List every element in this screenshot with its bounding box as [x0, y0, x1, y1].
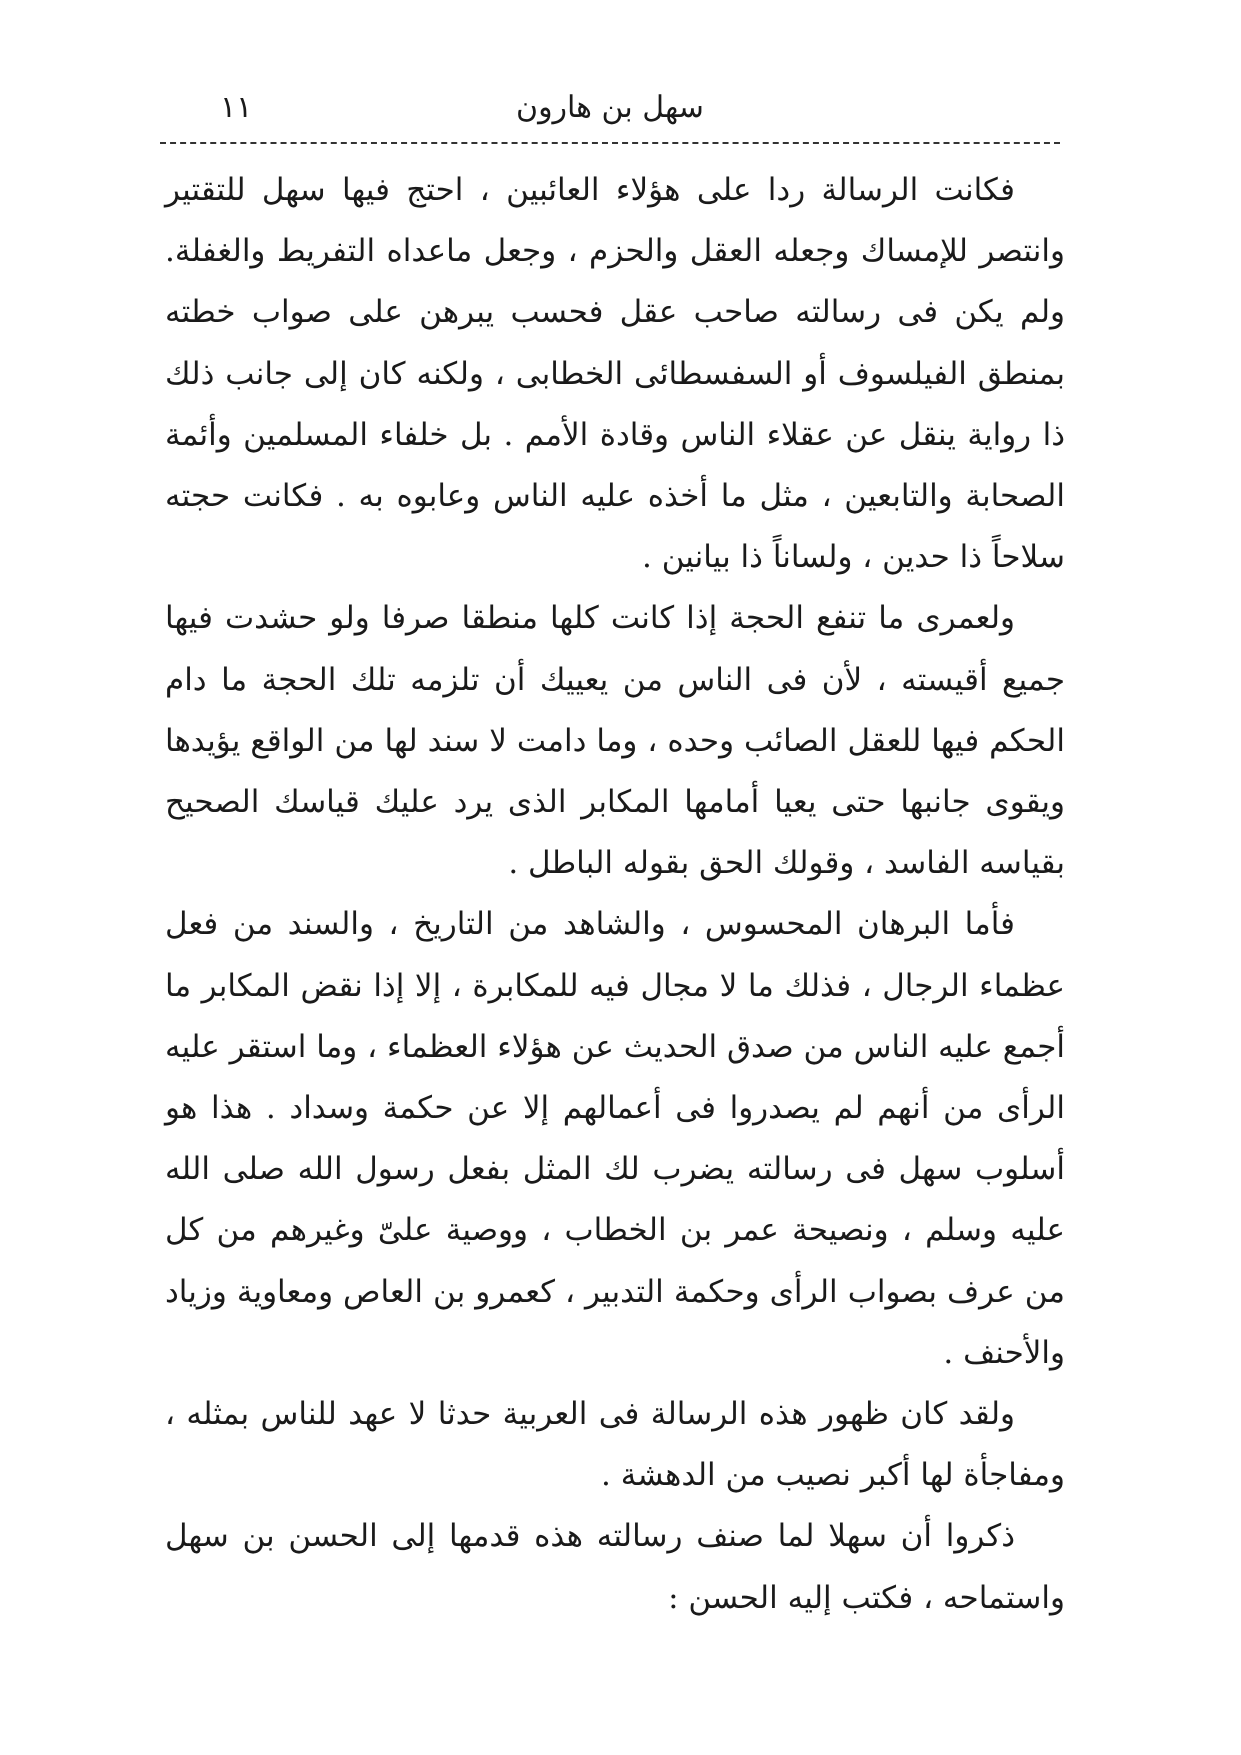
header-divider [160, 142, 1060, 144]
paragraph-5: ذكروا أن سهلا لما صنف رسالته هذه قدمها إلى الحسن بن سهل واستماحه ، فكتب إليه الحسن : [165, 1518, 1065, 1616]
paragraph-3: فأما البرهان المحسوس ، والشاهد من التاريخ ، والسند من فعل عظماء الرجال ، فذلك ما لا مجال فيه للمكابرة ، إلا إذا نقض المكابر ما أجمع عليه الناس من صدق الحديث عن هؤلاء العظماء ، وما استقر عليه الرأى من أنهم لم يصدروا فى أعمالهم إلا عن حكمة وسداد . هذا هو أسلوب سهل فى رسالته يضرب لك المثل بفعل رسول الله صلى الله عليه وسلم ، ونصيحة عمر بن الخطاب ، ووصية علىّ وغيرهم من كل من عرف بصواب الرأى وحكمة التدبير ، كعمرو بن العاص ومعاوية وزياد والأحنف . [165, 906, 1065, 1371]
paragraph-1: فكانت الرسالة ردا على هؤلاء العائبين ، احتج فيها سهل للتقتير وانتصر للإمساك وجعله العقل والحزم ، وجعل ماعداه التفريط والغفلة. ولم يكن فى رسالته صاحب عقل فحسب يبرهن على صواب خطته بمنطق الفيلسوف أو السفسطائى الخطابى ، ولكنه كان إلى جانب ذلك ذا رواية ينقل عن عقلاء الناس وقادة الأمم . بل خلفاء المسلمين وأئمة الصحابة والتابعين ، مثل ما أخذه عليه الناس وعابوه به . فكانت حجته سلاحاً ذا حدين ، ولساناً ذا بيانين . [165, 172, 1065, 576]
running-header [160, 88, 1060, 138]
paragraph-2: ولعمرى ما تنفع الحجة إذا كانت كلها منطقا صرفا ولو حشدت فيها جميع أقيسته ، لأن فى الناس من يعييك أن تلزمه تلك الحجة ما دام الحكم فيها للعقل الصائب وحده ، وما دامت لا سند لها من الواقع يؤيدها ويقوى جانبها حتى يعيا أمامها المكابر الذى يرد عليك قياسك الصحيح بقياسه الفاسد ، وقولك الحق بقوله الباطل . [165, 600, 1065, 882]
header-title: سهل بن هارون [516, 90, 704, 125]
paragraph-4: ولقد كان ظهور هذه الرسالة فى العربية حدثا لا عهد للناس بمثله ، ومفاجأة لها أكبر نصيب من الدهشة . [165, 1396, 1065, 1494]
body-text [165, 160, 1065, 1629]
page-number: ١١ [220, 90, 253, 125]
